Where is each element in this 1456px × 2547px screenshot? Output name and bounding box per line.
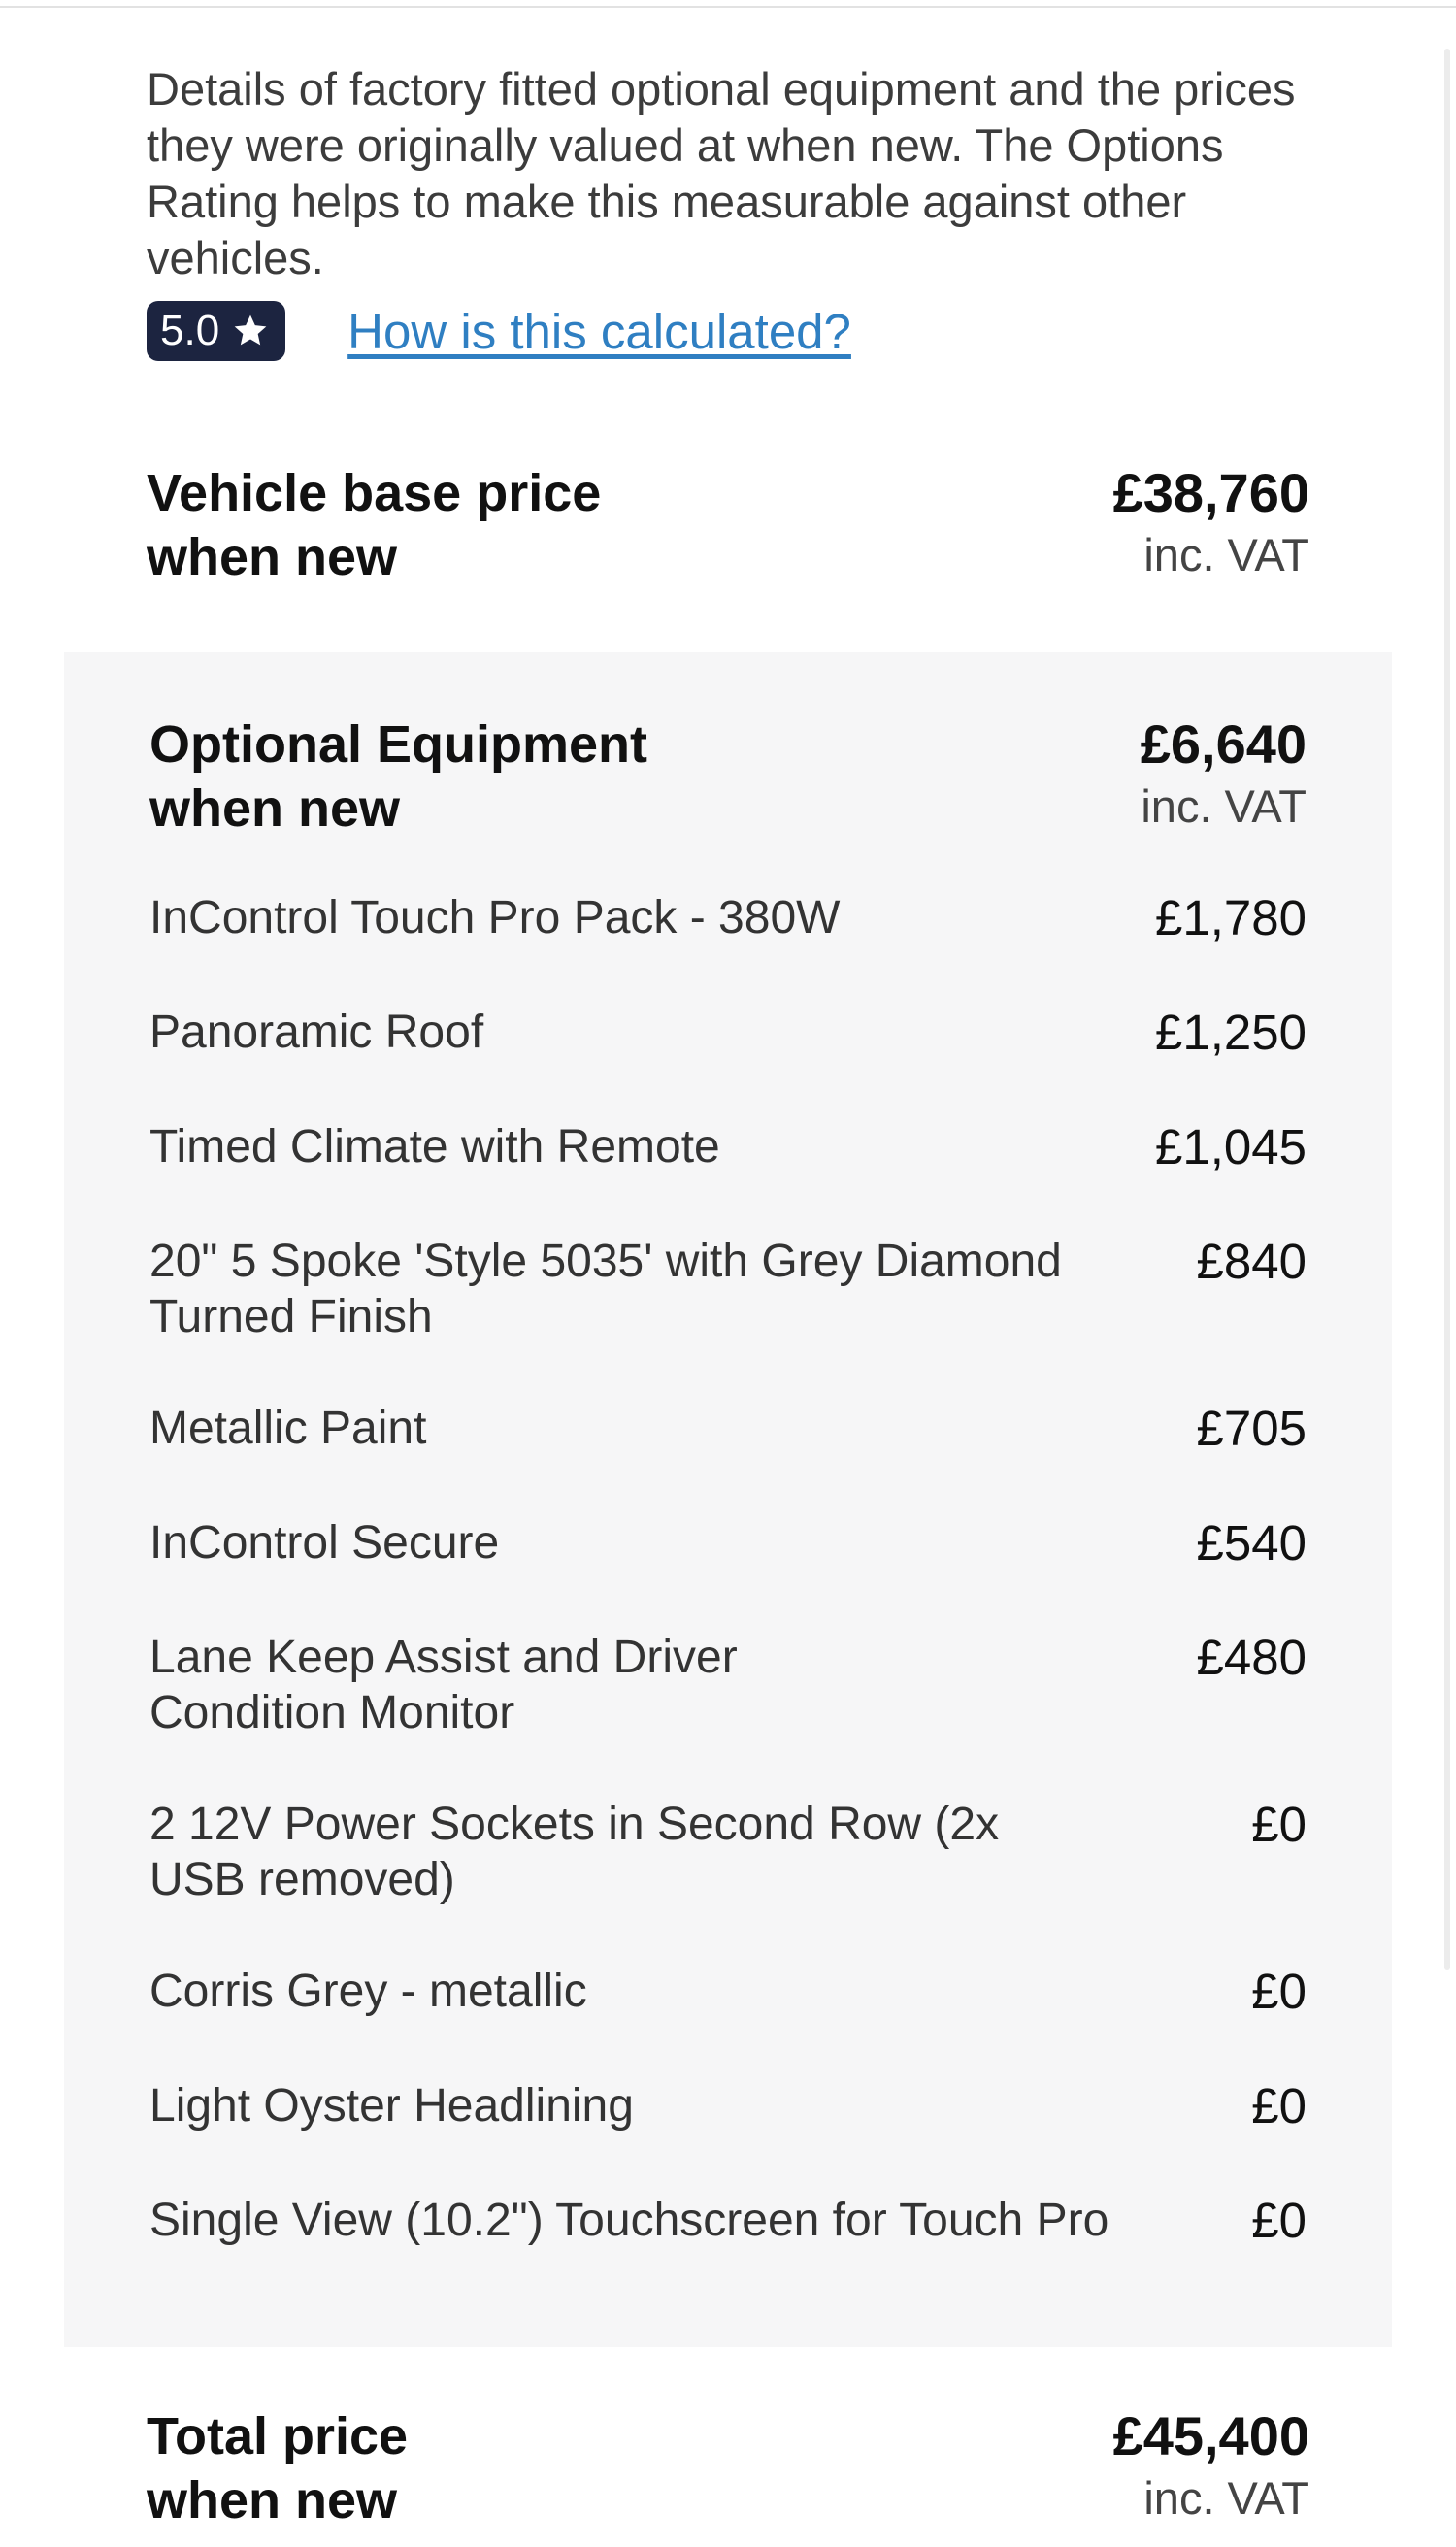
option-price: £540 [1196, 1515, 1307, 1571]
options-list [149, 890, 1307, 2307]
top-divider [0, 6, 1456, 8]
base-price-title [147, 461, 826, 589]
option-name: Lane Keep Assist and Driver Condition Monitor [149, 1632, 738, 1738]
option-name: 2 12V Power Sockets in Second Row (2x USB removed) [149, 1799, 1000, 1905]
base-price-value: £38,760 [1112, 462, 1309, 523]
option-price: £1,250 [1155, 1005, 1307, 1060]
optional-equipment-title-line2: when new [149, 779, 401, 838]
option-name: Single View (10.2") Touchscreen for Touch Pro [149, 2195, 1109, 2246]
option-price: £0 [1251, 1964, 1307, 2019]
option-name: Panoramic Roof [149, 1007, 484, 1058]
optional-equipment-vat: inc. VAT [1141, 780, 1307, 832]
base-price-title-line2: when new [147, 528, 398, 586]
option-row [149, 1630, 1307, 1740]
option-name: Corris Grey - metallic [149, 1966, 587, 2017]
rating-value: 5.0 [160, 307, 220, 354]
option-row [149, 2078, 1307, 2134]
total-price-title-line1: Total price [147, 2407, 409, 2465]
option-row [149, 1401, 1307, 1456]
star-icon [231, 312, 270, 350]
total-price-row [147, 2404, 1309, 2532]
option-row [149, 890, 1307, 945]
option-price: £705 [1196, 1401, 1307, 1456]
option-price: £0 [1251, 1797, 1307, 1852]
option-row [149, 1005, 1307, 1060]
total-price-vat: inc. VAT [1143, 2472, 1309, 2524]
option-price: £840 [1196, 1234, 1307, 1289]
option-price: £0 [1251, 2193, 1307, 2248]
option-price: £0 [1251, 2078, 1307, 2134]
optional-equipment-panel [64, 652, 1392, 2347]
base-price-amount [1113, 461, 1309, 585]
option-row [149, 1797, 1307, 1907]
optional-equipment-amount [1141, 712, 1307, 841]
base-price-title-line1: Vehicle base price [147, 464, 602, 522]
option-name: InControl Secure [149, 1517, 500, 1569]
optional-equipment-header [149, 712, 1307, 841]
option-name: Light Oyster Headlining [149, 2080, 634, 2132]
option-name: 20" 5 Spoke 'Style 5035' with Grey Diamond Turned Finish [149, 1236, 1062, 1342]
base-price-vat: inc. VAT [1143, 529, 1309, 580]
option-row [149, 1119, 1307, 1174]
base-price-row [147, 461, 1309, 589]
how-calculated-link[interactable]: How is this calculated? [347, 303, 851, 359]
intro-text: Details of factory fitted optional equipment and the prices they were originally valued at when new. The Options Rating helps to make this measurable against other vehicles. [147, 63, 1296, 283]
total-price-amount [1113, 2404, 1309, 2529]
option-price: £480 [1196, 1630, 1307, 1685]
options-rating-badge [147, 301, 285, 361]
total-price-title [147, 2404, 826, 2532]
option-name: Metallic Paint [149, 1403, 427, 1454]
total-price-title-line2: when new [147, 2471, 398, 2530]
option-row [149, 1964, 1307, 2019]
optional-equipment-title [149, 712, 829, 841]
rating-row [147, 300, 851, 362]
option-row [149, 1234, 1307, 1344]
option-row [149, 2193, 1307, 2248]
option-price: £1,045 [1155, 1119, 1307, 1174]
option-price: £1,780 [1155, 890, 1307, 945]
optional-equipment-value: £6,640 [1140, 713, 1307, 775]
optional-equipment-title-line1: Optional Equipment [149, 715, 647, 774]
scrollbar[interactable] [1444, 49, 1450, 1970]
total-price-value: £45,400 [1112, 2405, 1309, 2466]
option-row [149, 1515, 1307, 1571]
option-name: InControl Touch Pro Pack - 380W [149, 892, 841, 943]
option-name: Timed Climate with Remote [149, 1121, 720, 1173]
